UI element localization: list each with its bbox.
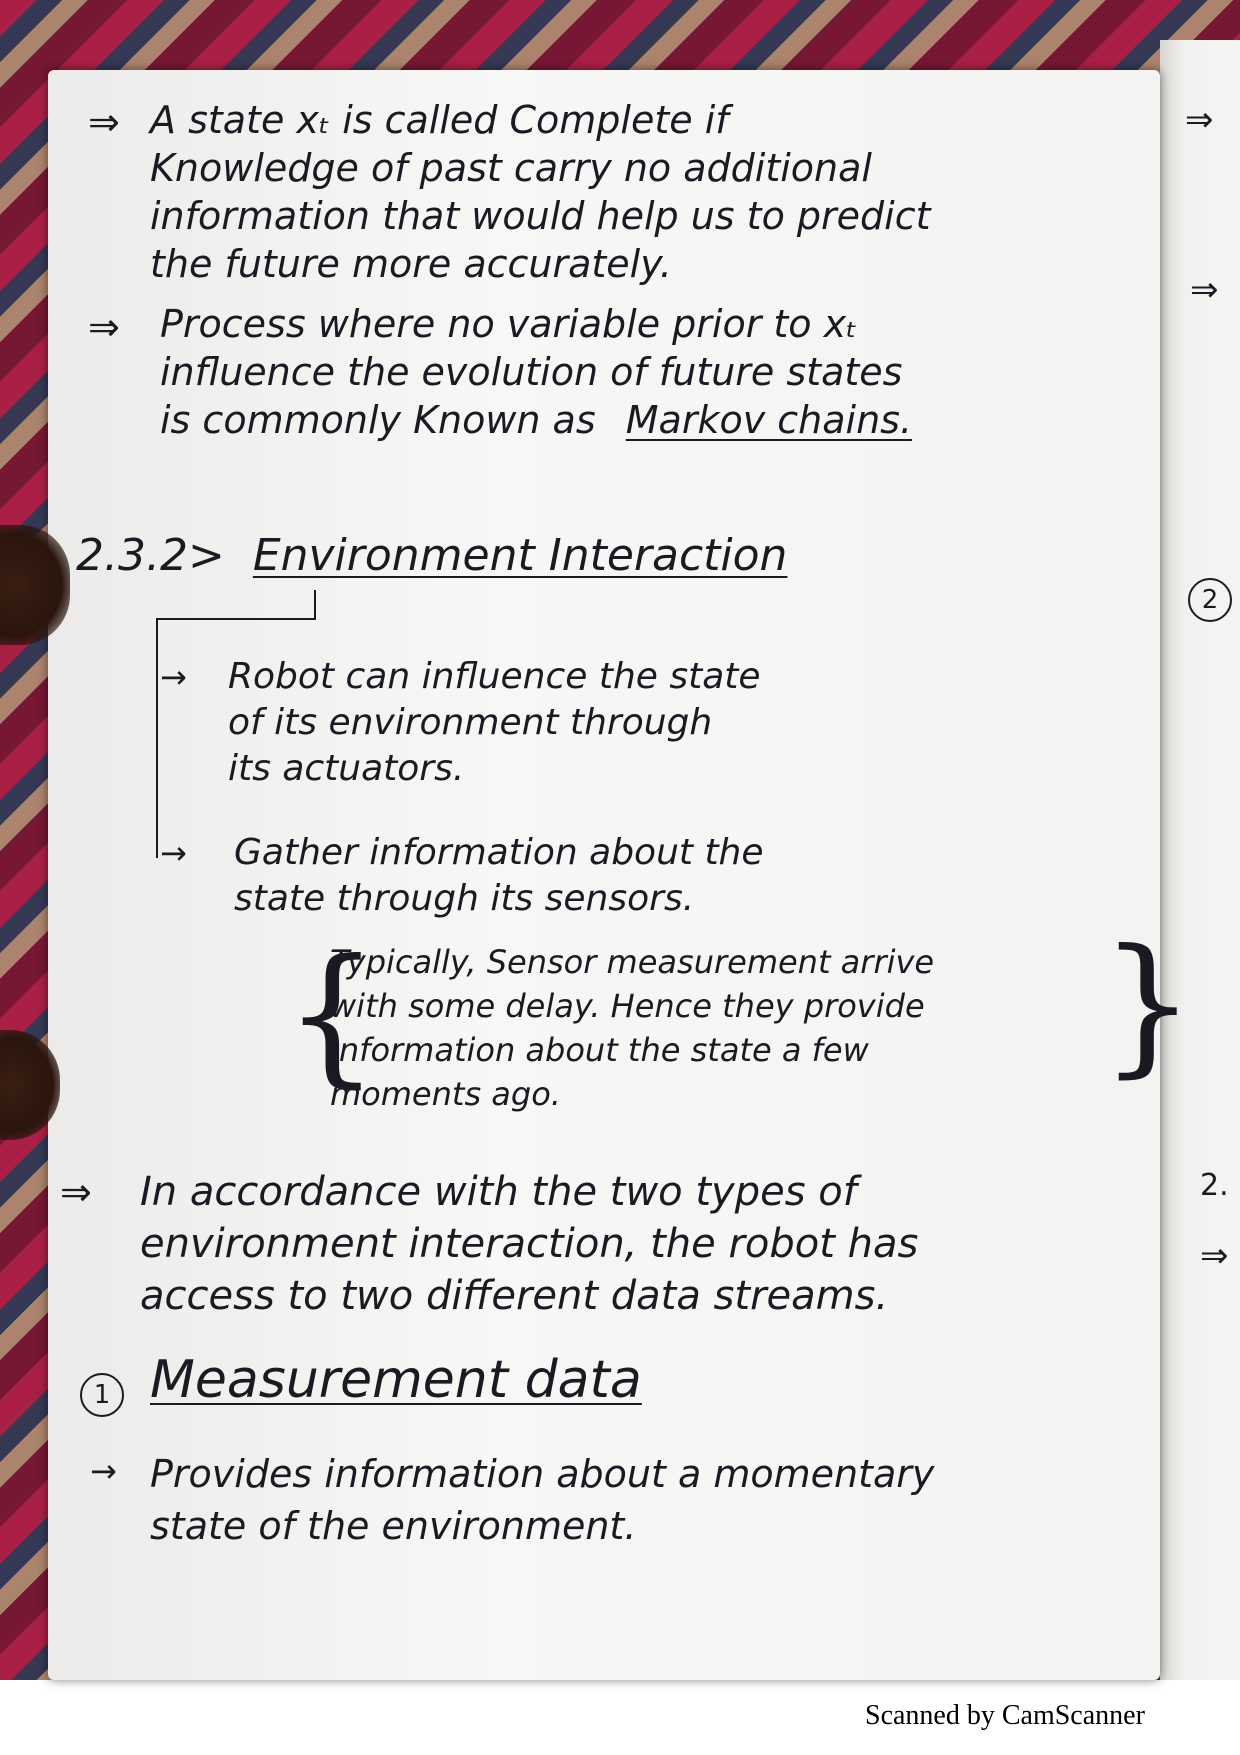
text-line: In accordance with the two types of	[140, 1169, 857, 1215]
text-line: Gather information about the	[234, 832, 764, 873]
section-number: 2.3.2>	[76, 530, 225, 581]
branch-top-line	[156, 618, 316, 620]
section-title: Environment Interaction	[252, 530, 788, 581]
text-line: the future more accurately.	[150, 242, 672, 286]
text-line: Knowledge of past carry no additional	[150, 146, 872, 190]
text-line: Process where no variable prior to xₜ	[160, 302, 858, 346]
margin-arrow-bottom: ⇒	[1200, 1236, 1229, 1276]
text-line: information that would help us to predict	[150, 194, 931, 238]
text-line: information about the state a few	[330, 1031, 869, 1069]
margin-arrow-top: ⇒	[1185, 100, 1214, 140]
text-line: access to two different data streams.	[140, 1273, 889, 1319]
arrow-icon: →	[90, 1452, 117, 1490]
section-heading	[76, 530, 787, 581]
branch-connector	[156, 618, 158, 858]
margin-circled-number: 2	[1188, 578, 1232, 622]
branch-actuators	[228, 654, 761, 792]
scanner-watermark: Scanned by CamScanner	[865, 1700, 1145, 1731]
text-line: moments ago.	[330, 1075, 561, 1113]
branch-arrow-icon: →	[160, 834, 187, 872]
paragraph-complete-state	[150, 96, 930, 288]
text-line: its actuators.	[228, 748, 465, 789]
text-line: influence the evolution of future states	[160, 350, 903, 394]
arrow-icon: ⇒	[60, 1170, 92, 1214]
text-line: of its environment through	[228, 702, 713, 743]
branch-stem	[314, 590, 316, 618]
text-line: is commonly Known as	[160, 398, 596, 442]
aside-sensor-delay	[330, 940, 934, 1116]
paragraph-markov	[160, 300, 912, 444]
right-brace: }	[1100, 918, 1196, 1092]
text-line: environment interaction, the robot has	[140, 1221, 919, 1267]
item-description	[150, 1448, 934, 1552]
branch-arrow-icon: →	[160, 658, 187, 696]
text-line: with some delay. Hence they provide	[330, 987, 925, 1025]
arrow-icon: ⇒	[88, 100, 120, 144]
text-line: state through its sensors.	[234, 878, 695, 919]
text-line: state of the environment.	[150, 1504, 637, 1548]
markov-chains-term: Markov chains.	[625, 398, 913, 442]
item-title: Measurement data	[150, 1350, 642, 1410]
margin-number: 2.	[1200, 1168, 1229, 1203]
left-brace: {	[284, 928, 380, 1102]
text-line: A state xₜ is called Complete if	[150, 98, 729, 142]
arrow-icon: ⇒	[88, 305, 120, 349]
margin-arrow-mid: ⇒	[1190, 270, 1219, 310]
text-line: Robot can influence the state	[228, 656, 761, 697]
item-number-circle: 1	[80, 1373, 124, 1417]
paragraph-data-streams	[140, 1166, 918, 1322]
branch-sensors	[234, 830, 764, 922]
text-line: Typically, Sensor measurement arrive	[330, 943, 935, 981]
text-line: Provides information about a momentary	[150, 1452, 935, 1496]
